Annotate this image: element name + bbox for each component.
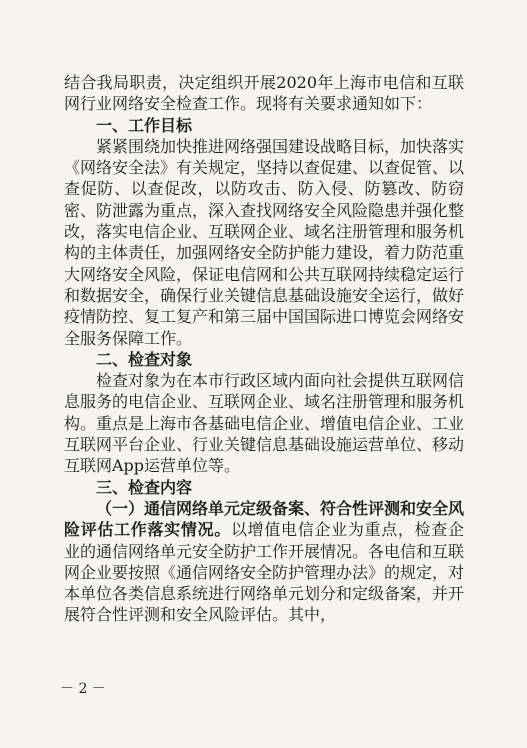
goals-paragraph: 紧紧围绕加快推进网络强国建设战略目标，加快落实《网络安全法》有关规定，坚持以查促建、以查促管、以查促防、以查促改，以防攻击、防入侵、防篡改、防窃密、防泄露为重点，深入查找网络安全风险隐患并强化整改，落实电信企业、互联网企业、域名注册管理和服务机构的主体责任，加强网络安全防护能力建设，着力防范重大网络安全风险，保证电信网和公共互联网持续稳定运行和数据安全，确保行业关键信息基础设施安全运行，做好疫情防控、复工复产和第三届中国国际进口博览会网络安全服务保障工作。 [64, 136, 465, 348]
content-paragraph-text: 以增值电信企业为重点，检查企业的通信网络单元安全防护工作开展情况。各电信和互联网企业要按照《通信网络安全防护管理办法》的规定，对本单位各类信息系统进行网络单元划分和定级备案，并开展符合性评测和安全风险评估。其中， [64, 520, 465, 625]
document-body [64, 72, 464, 626]
targets-paragraph: 检查对象为在本市行政区域内面向社会提供互联网信息服务的电信企业、互联网企业、域名注册管理和服务机构。重点是上海市各基础电信企业、增值电信企业、工业互联网平台企业、行业关键信息基础设施运营单位、移动互联网App运营单位等。 [64, 371, 465, 476]
section-heading-targets: 二、检查对象 [96, 349, 193, 369]
section-heading-content: 三、检查内容 [96, 477, 193, 497]
content-subheading: （一）通信网络单元定级备案、符合性评测和安全风险评估工作落实情况。 [64, 498, 465, 540]
intro-paragraph: 结合我局职责，决定组织开展2020年上海市电信和互联网行业网络安全检查工作。现将有关要求通知如下： [64, 73, 464, 114]
page-number: － 2 － [60, 681, 106, 697]
content-paragraph [64, 498, 464, 626]
section-heading-goals: 一、工作目标 [96, 115, 193, 135]
